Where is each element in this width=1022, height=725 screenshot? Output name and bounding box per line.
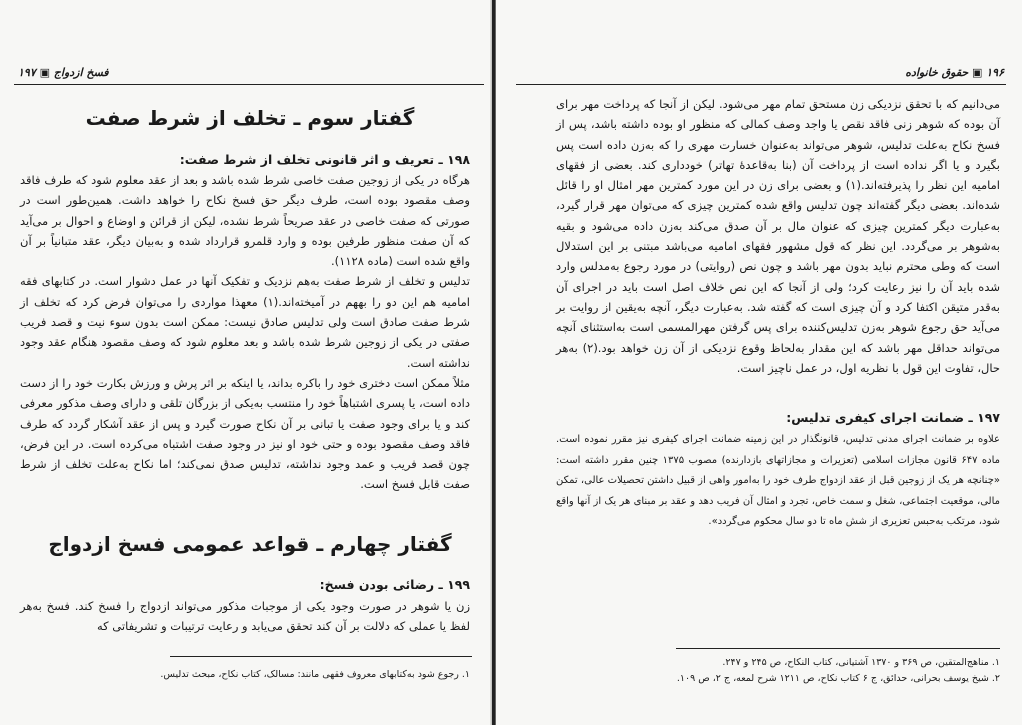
section198-paragraph-3: مثلاً ممکن است دختری خود را باکره بداند، یا اینکه بر اثر پرش و ورزش بکارت خود را از دست داده است، یا پسری اشتباهاً خود را منتسب به‌یکی از بزرگان تلقی و دارای وصف مذکور معرفی کند و یا برای وجود صفت یا تبانی بر آن نکاح صورت گیرد و پس از عقد آشکار گردد که طرف فاقد وصف مقصود بوده و حتی خود او نیز در وجود صفت اشتباه می‌کرده است. در این فرض، چون قصد فریب و عمد وجود نداشته، تدلیس صدق نمی‌کند؛ اما نکاح به‌علت تخلف از شرط صفت قابل فسخ است. (20, 375, 470, 492)
section197-paragraph-1: علاوه بر ضمانت اجرای مدنی تدلیس، قانونگذار در این زمینه ضمانت اجرای کیفری نیز مقرر نموده است. ماده ۶۴۷ قانون مجازات اسلامی (تعزیرات و مجازاتهای بازدارنده) مصوب ۱۳۷۵ چنین مقرر داشته است: «چنانچه هر یک از زوجین قبل از عقد ازدواج طرف خود را به‌امور واهی از قبیل داشتن تحصیلات عالی، تمکن مالی، موقعیت اجتماعی، شغل و سمت خاص، تجرد و امثال آن فریب دهد و عقد بر مبنای هر یک از آنها واقع شود، مرتکب به‌حبس تعزیری از شش ماه تا دو سال محکوم می‌گردد». (556, 434, 1001, 527)
left-header-rule (14, 84, 484, 85)
left-footnote-rule (170, 656, 472, 657)
chapter3-title: گفتار سوم ـ تخلف از شرط صفت (85, 106, 415, 130)
left-footnote-1: ۱. رجوع شود به‌کتابهای معروف فقهی مانند: مسالک، کتاب نکاح، مبحث تدلیس. (160, 669, 470, 680)
section198-paragraph-1: هرگاه در یکی از زوجین صفت خاصی شرط شده باشد و بعد از عقد معلوم شود که طرف فاقد وصف مقصود بوده است، طرف دیگر حق فسخ نکاح را خواهد داشت. همین‌طور است در صورتی که صفت خاصی در عقد صریحاً شرط نشده، لیکن از قرائن و اوضاع و احوال بر می‌آید که آن صفت منظور طرفین بوده و وارد قلمرو قرارداد شده و به‌بیان دیگر، عقد متبانیاً بر آن واقع شده است (ماده ۱۱۲۸). (20, 173, 470, 269)
right-main-text (556, 94, 1000, 378)
section198-text (20, 170, 470, 495)
right-footnote-1: ۱. مناهج‌المتقین، ص ۳۶۹ و ۱۳۷۰ آشتیانی، کتاب النکاح، ص ۲۴۵ و ۲۴۷. (722, 657, 1000, 668)
section199-paragraph-1: زن یا شوهر در صورت وجود یکی از موجبات مذکور می‌تواند ازدواج را فسخ کند. فسخ به‌هر لفظ یا عملی که دلالت بر آن کند تحقق می‌یابد و رعایت ترتیبات و تشریفاتی که (20, 599, 470, 634)
left-page (0, 0, 492, 725)
section197-text (556, 430, 1000, 533)
section198-heading: ۱۹۸ ـ تعریف و اثر قانونی تخلف از شرط صفت: (179, 152, 470, 167)
section198-paragraph-2: تدلیس و تخلف از شرط صفت به‌هم نزدیک و تفکیک آنها در عمل دشوار است. در کتابهای فقه امامیه هم این دو را بههم در آمیخته‌اند.(۱) معهذا مواردی را می‌توان فرض کرد که تخلف از شرط صفت صادق است ولی تدلیس صادق نیست: ممکن است بدون سوء نیت و قصد فریب صفتی در یکی از زوجین شرط شده باشد و بعد معلوم شود که وصف مقصود هنگام عقد وجود نداشته است. (20, 274, 470, 370)
section197-heading: ۱۹۷ ـ ضمانت اجرای کیفری تدلیس: (786, 410, 1000, 425)
spine-line (492, 0, 495, 725)
right-header-rule (516, 84, 1006, 85)
section199-heading: ۱۹۹ ـ رضائی بودن فسخ: (319, 577, 470, 592)
right-footnote-2: ۲. شیخ یوسف بحرانی، حدائق، ج ۶ کتاب نکاح، ص ۱۲۱۱ شرح لمعه، ج ۲، ص ۱۰۹. (676, 673, 1000, 684)
right-running-head: ۱۹۶ ▣ حقوق خانواده (905, 66, 1004, 79)
chapter4-title: گفتار چهارم ـ قواعد عمومی فسخ ازدواج (48, 532, 452, 556)
right-footnote-rule (676, 648, 1000, 649)
section199-text (20, 596, 470, 637)
right-page (496, 0, 1022, 725)
right-paragraph-1: می‌دانیم که با تحقق نزدیکی زن مستحق تمام مهر می‌شود. لیکن از آنجا که پرداخت مهر برای آن بوده که شوهر زنی فاقد نقص یا واجد وصف کمالی که منظور او بوده داشته باشد، پس از فسخ نکاح به‌علت تدلیس، شوهر می‌تواند به‌عنوان خسارت مهری را که به‌زن داده است پس بگیرد و یا اگر نداده است از پرداخت آن (بنا به‌قاعدهٔ تهاتر) خودداری کند. بعضی از فقهای امامیه این نظر را پذیرفته‌اند.(۱) و بعضی برای زن در این مورد کمترین مهر امثال او را قائل شده‌اند. بعضی دیگر گفته‌اند چون تدلیس واقع شده کمترین چیزی که می‌توان مهر قرار گیرد، به‌عبارت دیگر کمترین چیزی که عنوان مال بر آن صدق می‌کند به‌زن داده می‌شود و بقیه به‌شوهر بر می‌گردد. این نظر که قول مشهور فقهای امامیه می‌باشد مبتنی بر این استدلال است که وطی محترم نباید بدون مهر باشد و چون نص (روایتی) در مورد رجوع به‌مدلس وارد شده باید آن را نیز رعایت کرد؛ ولی از آنجا که این نص خلاف اصل است باید در اجرای آن به‌قدر متیقن اکتفا کرد و آن چیزی است که گفته شد. به‌عبارت دیگر، آنچه به‌یقین از روایت بر می‌آید حق رجوع شوهر به‌زن تدلیس‌کننده برای پس گرفتن مهرالمسمی است به‌استثنای آنچه می‌تواند حداقل مهر باشد که این مقدار به‌لحاظ وقوع نزدیکی از آن زن خواهد بود.(۲) به‌هر حال، تفاوت این قول با نظریه اول، در عمل ناچیز است. (556, 97, 1001, 375)
left-running-head: فسخ ازدواج ▣ ۱۹۷ (18, 66, 109, 79)
